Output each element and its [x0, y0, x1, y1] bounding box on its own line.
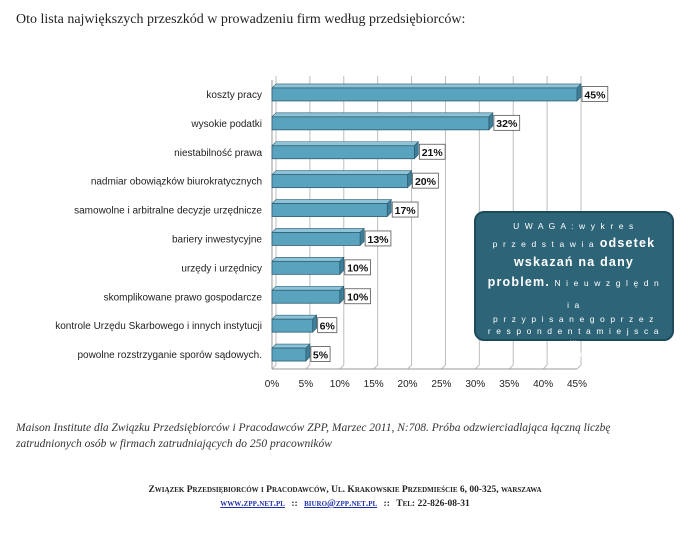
bar [272, 88, 577, 101]
footer-separator-1: :: [291, 499, 298, 509]
gridline-floor [408, 365, 412, 369]
data-label: 21% [421, 147, 443, 160]
gridline-floor [441, 365, 445, 369]
x-tick-label: 40% [533, 379, 554, 390]
bar [272, 146, 414, 159]
bar-top [272, 113, 493, 117]
data-label: 10% [347, 262, 369, 275]
gridline-floor [543, 365, 547, 369]
footer-phone: Tel: 22-826-08-31 [396, 499, 470, 509]
gridline-floor [340, 365, 344, 369]
note-line-7: r a n k i n g u . [533, 348, 615, 359]
x-tick-label: 10% [329, 379, 350, 390]
note-box [474, 211, 674, 359]
category-label: wysokie podatki [191, 118, 262, 130]
category-label: niestabilność prawa [174, 147, 262, 159]
note-line-4a: problem. [487, 274, 551, 289]
category-label: urzędy i urzędnicy [181, 263, 262, 275]
x-tick-label: 45% [566, 379, 588, 390]
footer-contacts [0, 499, 690, 509]
category-label: powolne rozstrzyganie sporów sądowych. [77, 350, 262, 362]
x-tick-label: 35% [499, 379, 520, 390]
category-label: kontrole Urzędu Skarbowego i innych instytucji [55, 321, 262, 333]
x-tick-label: 5% [298, 379, 314, 390]
gridline-floor [577, 365, 581, 369]
x-tick-labels [265, 379, 587, 390]
bar-top [272, 257, 344, 261]
note-line-1: U W A G A : w y k r e s [513, 221, 635, 231]
category-label: samowolne i arbitralne decyzje urzędnicze [74, 205, 262, 217]
gridline-floor [509, 365, 513, 369]
category-label: koszty pracy [206, 89, 262, 101]
data-label: 32% [496, 118, 518, 131]
category-label: bariery inwestycyjne [171, 234, 262, 246]
intro-text: Oto lista największych przeszkód w prowadzeniu firm według przedsiębiorców: [16, 12, 466, 27]
bar-top [272, 315, 317, 319]
bar-top [272, 200, 391, 204]
note-line-2b: odsetek [599, 236, 656, 251]
bar-top [272, 84, 581, 88]
data-label: 5% [312, 349, 329, 362]
bar-top [272, 142, 418, 146]
bar [272, 290, 340, 303]
note-line-5: p r z y p i s a n e g o p r z e z [493, 314, 655, 325]
footer-address: Związek Przedsiębiorców i Pracodawców, Ul. Krakowskie Przedmieście 6, 00-325, warszawa [148, 485, 542, 495]
category-labels [55, 90, 262, 361]
note-line-4b: N i e u w z g l ę d n i a [554, 277, 661, 310]
footer-separator-2: :: [383, 499, 390, 509]
gridline-floor [374, 365, 378, 369]
note-line-2a: p r z e d s t a w i a [492, 239, 596, 250]
data-label: 20% [414, 175, 436, 188]
gridline-floor [272, 365, 276, 369]
x-tick-label: 20% [397, 379, 418, 390]
category-label: skomplikowane prawo gospodarcze [103, 292, 262, 304]
x-tick-label: 15% [363, 379, 384, 390]
data-label: 17% [394, 204, 416, 217]
data-label: 13% [367, 233, 389, 246]
bar-top [272, 286, 344, 290]
gridline-floor [306, 365, 310, 369]
email-link[interactable]: biuro@zpp.net.pl [304, 499, 378, 509]
x-tick-label: 30% [465, 379, 486, 390]
bar [272, 204, 387, 217]
note-line-6: r e s p o n d e n t a m i e j s c a w [487, 325, 661, 348]
x-tick-label: 25% [431, 379, 452, 390]
bar [272, 261, 340, 274]
category-label: nadmiar obowiązków biurokratycznych [90, 176, 262, 188]
bar-top [272, 344, 310, 348]
data-label: 10% [347, 291, 369, 304]
note-line-3: wskazań na dany [513, 255, 635, 270]
gridline-floor [475, 365, 479, 369]
bar-top [272, 228, 364, 232]
bar [272, 348, 306, 361]
bar-top [272, 171, 412, 175]
website-link[interactable]: www.zpp.net.pl [220, 499, 285, 509]
bar [272, 175, 408, 188]
data-label: 45% [584, 89, 606, 102]
bar [272, 319, 313, 332]
x-tick-label: 0% [264, 379, 280, 390]
data-label: 6% [319, 320, 335, 333]
source-note: Maison Institute dla Związku Przedsiębiorców i Pracodawców ZPP, Marzec 2011, N:708. Próba odzwierciadlająca łączną liczbę zatrudnionych osób w firmach zatrudniających do 250 pracowników [16, 422, 611, 451]
bar [272, 117, 489, 130]
bar [272, 232, 360, 245]
